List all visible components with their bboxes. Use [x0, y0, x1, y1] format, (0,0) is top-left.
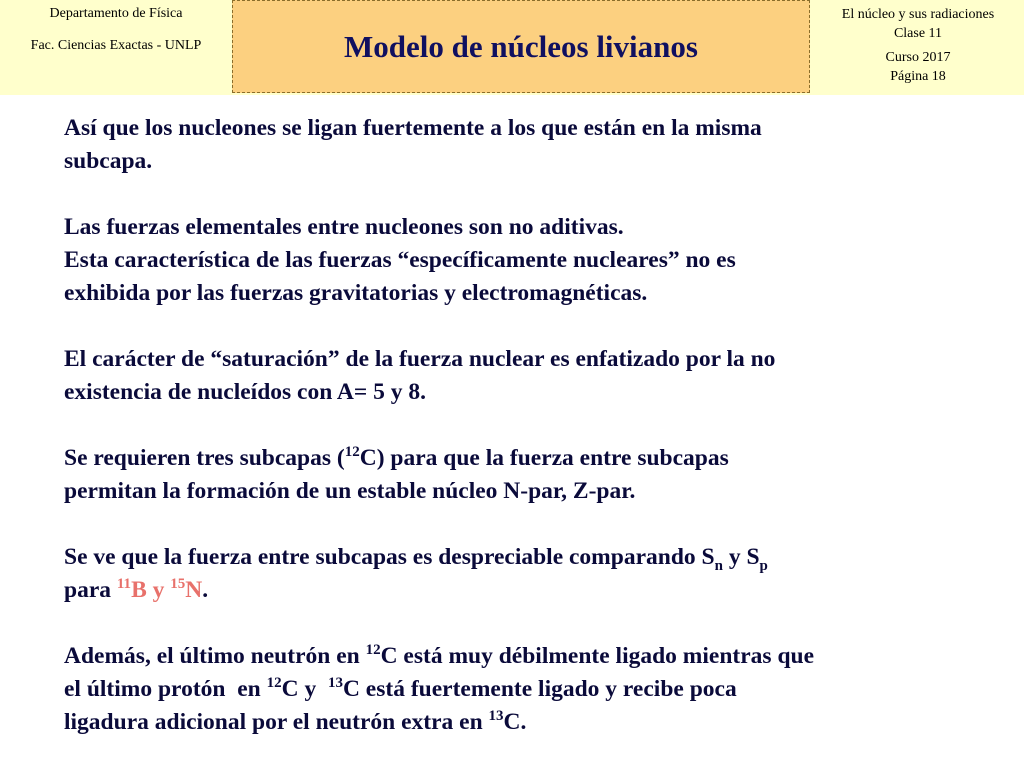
header-right-block: [812, 0, 1024, 95]
text-segment: exhibida por las fuerzas gravitatorias y electromagnéticas.: [64, 280, 648, 306]
course-year-label: Curso 2017: [885, 50, 951, 65]
text-line: [64, 343, 994, 376]
text-segment: C está fuertemente ligado y recibe poca: [342, 676, 737, 702]
text-segment: permitan la formación de un estable núcleo N-par, Z-par.: [64, 478, 636, 504]
paragraph: [64, 541, 994, 607]
superscript: 15: [170, 576, 186, 592]
text-line: [64, 145, 994, 178]
text-line: [64, 574, 994, 607]
text-line: [64, 376, 994, 409]
text-line: [64, 640, 994, 673]
text-segment: Se ve que la fuerza entre subcapas es despreciable comparando S: [64, 544, 715, 570]
header-left-block: [0, 0, 232, 95]
text-line: [64, 112, 994, 145]
subscript: p: [759, 558, 768, 574]
slide-header: [0, 0, 1024, 95]
text-segment: el último protón en: [64, 676, 267, 702]
text-line: [64, 706, 994, 739]
department-label: Departamento de Física: [49, 6, 183, 21]
text-segment: Se requieren tres subcapas (: [64, 445, 345, 471]
text-segment: Además, el último neutrón en: [64, 643, 366, 669]
text-segment: C.: [503, 709, 527, 735]
superscript: 13: [488, 708, 504, 724]
text-segment: subcapa.: [64, 148, 153, 174]
text-segment: para: [64, 577, 117, 603]
text-segment: C y: [281, 676, 328, 702]
text-line: [64, 277, 994, 310]
text-segment: .: [202, 577, 209, 603]
superscript: 12: [266, 675, 282, 691]
text-segment: C) para que la fuerza entre subcapas: [359, 445, 729, 471]
paragraph: [64, 112, 994, 178]
text-segment: B y: [131, 577, 171, 603]
text-segment: existencia de nucleídos con A= 5 y 8.: [64, 379, 426, 405]
slide-body: [64, 112, 994, 739]
faculty-label: Fac. Ciencias Exactas - UNLP: [30, 38, 202, 53]
text-segment: y S: [722, 544, 760, 570]
text-segment: ligadura adicional por el neutrón extra en: [64, 709, 489, 735]
text-segment: Las fuerzas elementales entre nucleones son no aditivas.: [64, 214, 624, 240]
course-topic-label: El núcleo y sus radiaciones: [841, 7, 995, 22]
subscript: n: [714, 558, 723, 574]
text-segment: C está muy débilmente ligado mientras que: [380, 643, 815, 669]
text-segment: Así que los nucleones se ligan fuertemente a los que están en la misma: [64, 115, 762, 141]
paragraph: [64, 211, 994, 310]
text-line: [64, 673, 994, 706]
superscript: 13: [327, 675, 343, 691]
text-segment: N: [185, 577, 203, 603]
text-segment: Esta característica de las fuerzas “específicamente nucleares” no es: [64, 247, 736, 273]
text-line: [64, 442, 994, 475]
text-line: [64, 541, 994, 574]
paragraph: [64, 343, 994, 409]
paragraph: [64, 640, 994, 739]
text-segment: El carácter de “saturación” de la fuerza nuclear es enfatizado por la no: [64, 346, 776, 372]
class-number-label: Clase 11: [893, 26, 943, 41]
title-box: [232, 0, 810, 93]
text-line: [64, 211, 994, 244]
text-line: [64, 475, 994, 508]
page-number-label: Página 18: [890, 69, 946, 84]
slide-title: Modelo de núcleos livianos: [344, 29, 698, 64]
paragraph: [64, 442, 994, 508]
superscript: 11: [116, 576, 132, 592]
text-line: [64, 244, 994, 277]
superscript: 12: [344, 444, 360, 460]
superscript: 12: [365, 642, 381, 658]
